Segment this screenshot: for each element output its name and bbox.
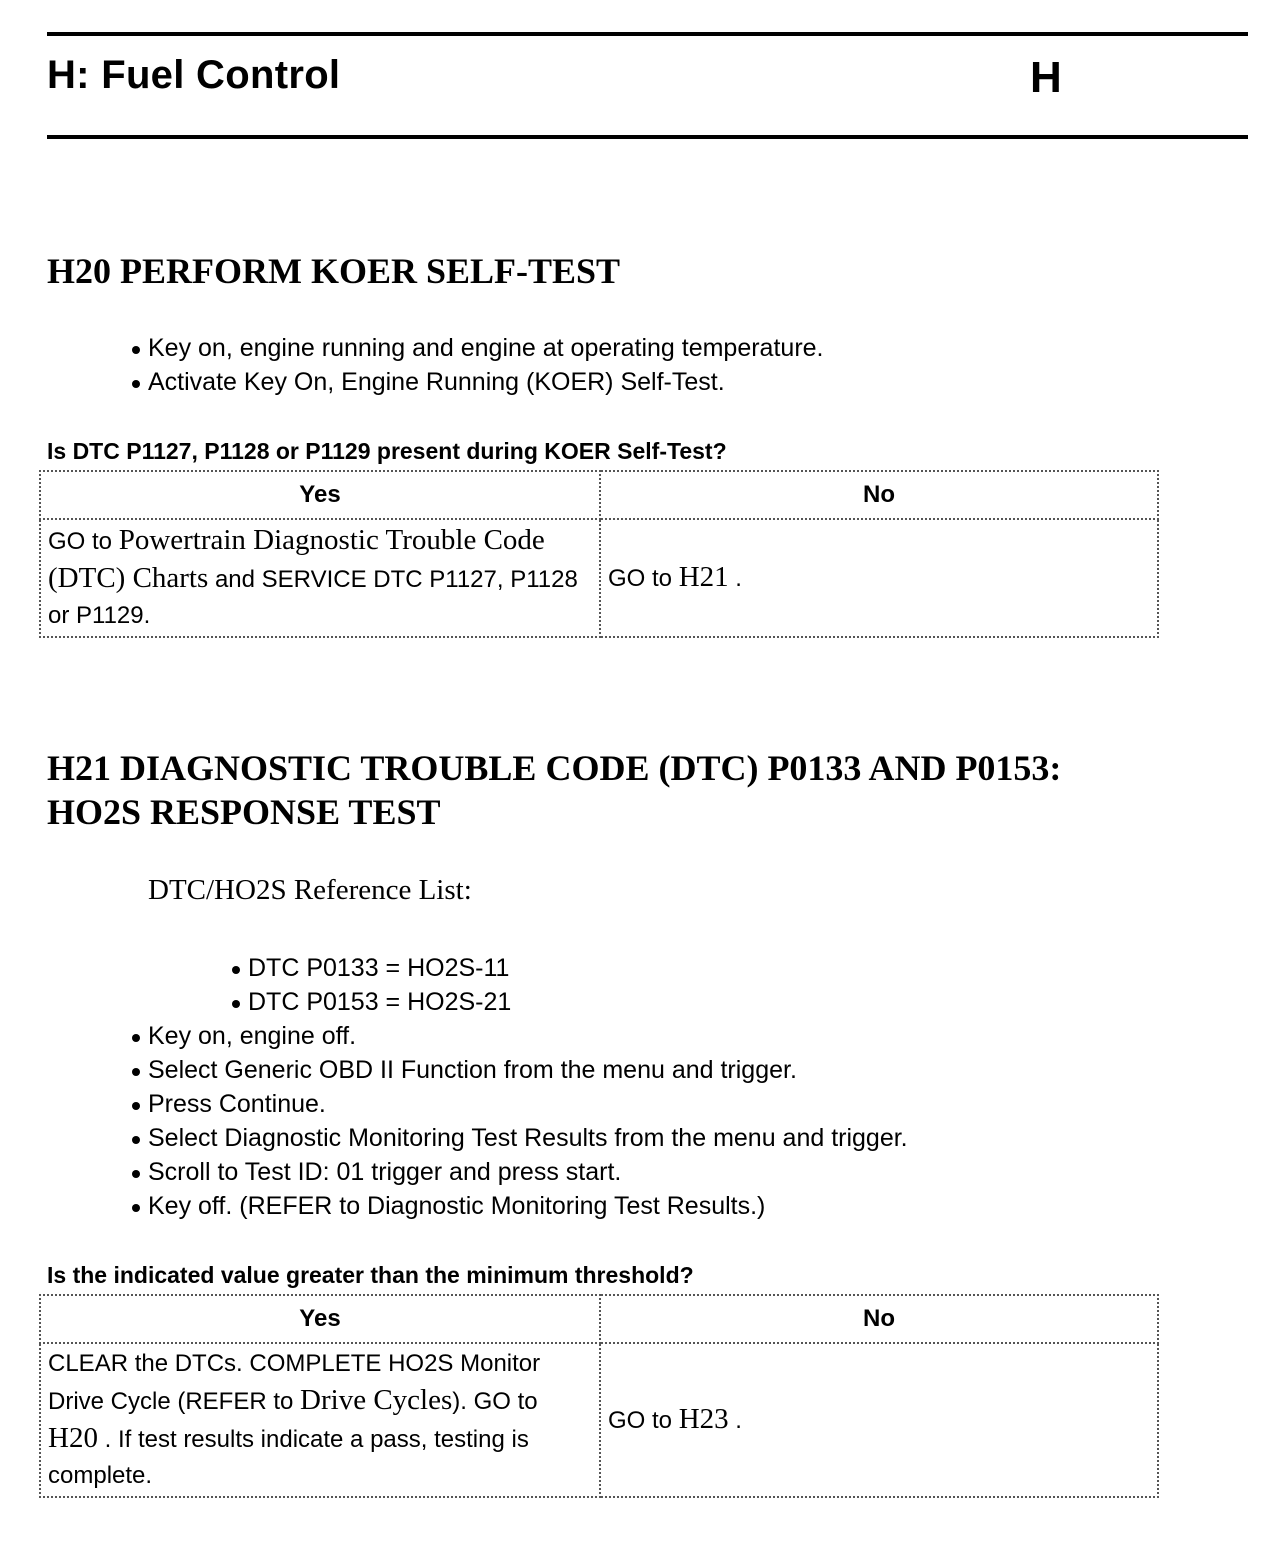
list-item bbox=[132, 1189, 908, 1223]
no-text-part: GO to bbox=[608, 565, 679, 592]
list-item bbox=[132, 1053, 908, 1087]
no-action-cell bbox=[600, 519, 1158, 637]
step-text: Scroll to Test ID: 01 trigger and press start. bbox=[148, 1158, 622, 1186]
list-item bbox=[132, 1121, 908, 1155]
no-action-cell bbox=[600, 1343, 1158, 1497]
list-item bbox=[132, 331, 824, 365]
step-text: Activate Key On, Engine Running (KOER) Self-Test. bbox=[148, 368, 725, 396]
bullet-icon bbox=[132, 346, 140, 354]
h20-section-title: H20 PERFORM KOER SELF-TEST bbox=[47, 251, 621, 291]
bullet-icon bbox=[132, 1068, 140, 1076]
header-top-rule bbox=[47, 32, 1248, 36]
step-text: Press Continue. bbox=[148, 1090, 326, 1118]
yes-header: Yes bbox=[40, 471, 600, 519]
h21-decision-table bbox=[39, 1294, 1159, 1498]
yes-action-cell bbox=[40, 1343, 600, 1497]
reference-item: DTC P0133 = HO2S-11 bbox=[248, 954, 510, 982]
bullet-icon bbox=[132, 1102, 140, 1110]
yes-text-part: ). GO to bbox=[452, 1388, 538, 1415]
yes-text-part: and SERVICE DTC P1127, P1128 or P1129. bbox=[48, 566, 578, 629]
bullet-icon bbox=[132, 1204, 140, 1212]
h21-link[interactable]: H21 bbox=[678, 561, 729, 593]
list-item bbox=[232, 951, 511, 985]
list-item bbox=[132, 1155, 908, 1189]
no-header: No bbox=[600, 1295, 1158, 1343]
h21-steps-list bbox=[132, 1019, 908, 1223]
step-text: Select Diagnostic Monitoring Test Results from the menu and trigger. bbox=[148, 1124, 908, 1152]
no-text-part: . bbox=[728, 1407, 742, 1434]
h21-section-title bbox=[47, 746, 1061, 834]
h23-link[interactable]: H23 bbox=[678, 1403, 729, 1435]
h20-steps-list bbox=[132, 331, 824, 399]
page-header-letter: H bbox=[1030, 53, 1062, 102]
list-item bbox=[132, 1019, 908, 1053]
list-item bbox=[132, 1087, 908, 1121]
no-text-part: . bbox=[728, 565, 742, 592]
h20-link[interactable]: H20 bbox=[48, 1422, 98, 1454]
reference-list bbox=[232, 951, 511, 1019]
no-text-part: GO to bbox=[608, 1407, 679, 1434]
no-header: No bbox=[600, 471, 1158, 519]
bullet-icon bbox=[232, 1000, 240, 1008]
header-bottom-rule bbox=[47, 135, 1248, 139]
h21-title-line1: H21 DIAGNOSTIC TROUBLE CODE (DTC) P0133 AND P0153: bbox=[47, 748, 1062, 788]
yes-action-cell bbox=[40, 519, 600, 637]
step-text: Key on, engine off. bbox=[148, 1022, 357, 1050]
drive-cycles-link[interactable]: Drive Cycles bbox=[300, 1384, 453, 1416]
bullet-icon bbox=[132, 1170, 140, 1178]
yes-text-part: . If test results indicate a pass, testing is complete. bbox=[48, 1426, 529, 1489]
bullet-icon bbox=[132, 1136, 140, 1144]
list-item bbox=[232, 985, 511, 1019]
list-item bbox=[132, 365, 824, 399]
yes-header: Yes bbox=[40, 1295, 600, 1343]
yes-text-part: CLEAR the DTCs. COMPLETE HO2S Monitor Drive Cycle (REFER to bbox=[48, 1350, 541, 1415]
step-text: Key off. (REFER to Diagnostic Monitoring Test Results.) bbox=[148, 1192, 766, 1220]
step-text: Key on, engine running and engine at operating temperature. bbox=[148, 334, 824, 362]
reference-list-label: DTC/HO2S Reference List: bbox=[148, 874, 472, 906]
h21-question: Is the indicated value greater than the minimum threshold? bbox=[47, 1262, 694, 1288]
h20-decision-table bbox=[39, 470, 1159, 638]
h21-title-line2: HO2S RESPONSE TEST bbox=[47, 792, 441, 832]
page-header-title: H: Fuel Control bbox=[47, 53, 341, 97]
dtc-charts-link[interactable]: Powertrain Diagnostic Trouble Code (DTC) Charts bbox=[48, 524, 545, 594]
yes-text-part: GO to bbox=[48, 528, 119, 555]
bullet-icon bbox=[132, 380, 140, 388]
bullet-icon bbox=[232, 966, 240, 974]
reference-item: DTC P0153 = HO2S-21 bbox=[248, 988, 512, 1016]
step-text: Select Generic OBD II Function from the menu and trigger. bbox=[148, 1056, 797, 1084]
bullet-icon bbox=[132, 1034, 140, 1042]
h20-question: Is DTC P1127, P1128 or P1129 present during KOER Self-Test? bbox=[47, 438, 727, 464]
